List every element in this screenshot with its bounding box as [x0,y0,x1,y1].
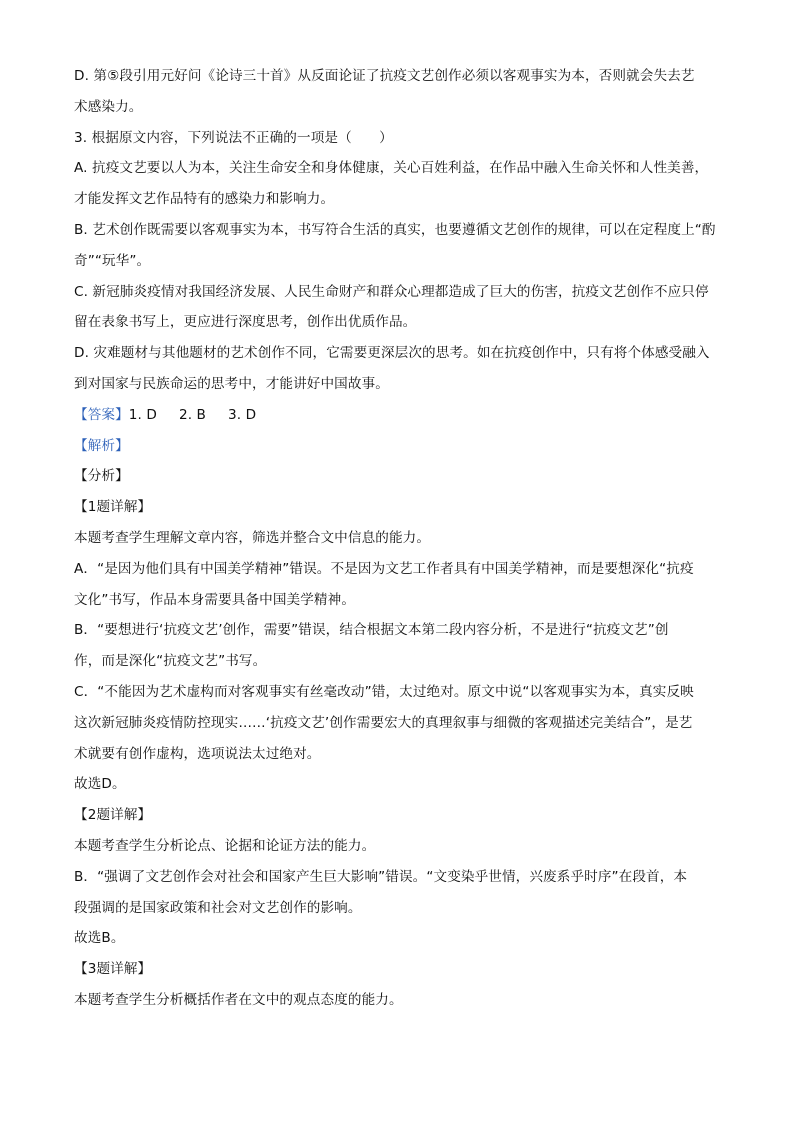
q2-detail-line-1: 本题考查学生分析论点、论据和论证方法的能力。 [74,837,376,854]
option-d-line-1: D. 第⑤段引用元好问《论诗三十首》从反面论证了抗疫文艺创作必须以客观事实为本，否则就会失去艺 [74,68,695,84]
q1-detail-line-3: 文化”书写，作品本身需要具备中国美学精神。 [74,591,356,608]
q2-detail-line-3: 段强调的是国家政策和社会对文艺创作的影响。 [74,899,362,916]
q1-detail-line-7: 这次新冠肺炎疫情防控现实……‘抗疫文艺’创作需要宏大的真理叙事与细微的客观描述完美结合”，是艺 [74,714,693,731]
fenxi-heading: 【分析】 [74,468,129,485]
q1-detail-line-2: A．“是因为他们具有中国美学精神”错误。不是因为文艺工作者具有中国美学精神，而是要想深化“抗疫 [74,560,694,577]
q2-detail-line-2: B．“强调了文艺创作会对社会和国家产生巨大影响”错误。“文变染乎世情，兴废系乎时序”在段首，本 [74,868,688,885]
document-body [74,66,722,1021]
q1-detail-line-5: 作，而是深化“抗疫文艺”书写。 [74,653,267,670]
answer-label: 【答案】 [74,406,129,423]
q3-detail-heading: 【3题详解】 [74,961,152,978]
q1-detail-line-6: C．“不能因为艺术虚构而对客观事实有丝毫改动”错，太过绝对。原文中说“以客观事实为本，真实反映 [74,683,694,700]
answer-item-1: 1. D [128,406,157,423]
option-d-line-2: 术感染力。 [74,98,143,115]
answer-line [74,405,722,425]
analysis-heading: 【解析】 [74,437,129,454]
answer-item-2: 2. B [178,406,206,423]
q3-option-d-line-1: D. 灾难题材与其他题材的艺术创作不同，它需要更深层次的思考。如在抗疫创作中，只有将个体感受融入 [74,345,710,362]
q2-detail-heading: 【2题详解】 [74,807,152,824]
q1-detail-line-8: 术就要有创作虚构，选项说法太过绝对。 [74,745,321,762]
q3-detail-line-1: 本题考查学生分析概括作者在文中的观点态度的能力。 [74,991,403,1008]
q3-option-a-line-1: A. 抗疫文艺要以人为本，关注生命安全和身体健康，关心百姓利益，在作品中融入生命关怀和人性美善， [74,160,709,177]
q3-option-b-line-2: 奇”“玩华”。 [74,252,151,269]
q3-option-a-line-2: 才能发挥文艺作品特有的感染力和影响力。 [74,191,335,208]
q1-detail-line-1: 本题考查学生理解文章内容，筛选并整合文中信息的能力。 [74,529,431,546]
q2-answer-line: 故选B。 [74,930,125,947]
q3-option-c-line-2: 留在表象书写上，更应进行深度思考，创作出优质作品。 [74,314,417,331]
q3-option-c-line-1: C. 新冠肺炎疫情对我国经济发展、人民生命财产和群众心理都造成了巨大的伤害，抗疫文艺创作不应只停 [74,283,709,300]
q1-answer-line: 故选D。 [74,776,126,793]
q3-option-b-line-1: B. 艺术创作既需要以客观事实为本，书写符合生活的真实，也要遵循文艺创作的规律，可以在定程度上“酌 [74,221,716,238]
question-3-stem: 3. 根据原文内容，下列说法不正确的一项是（ ） [74,129,393,146]
answer-item-3: 3. D [227,406,257,423]
q1-detail-heading: 【1题详解】 [74,499,152,516]
q1-detail-line-4: B．“要想进行‘抗疫文艺’创作，需要”错误，结合根据文本第二段内容分析，不是进行“抗疫文艺”创 [74,622,669,639]
q3-option-d-line-2: 到对国家与民族命运的思考中，才能讲好中国故事。 [74,375,389,392]
